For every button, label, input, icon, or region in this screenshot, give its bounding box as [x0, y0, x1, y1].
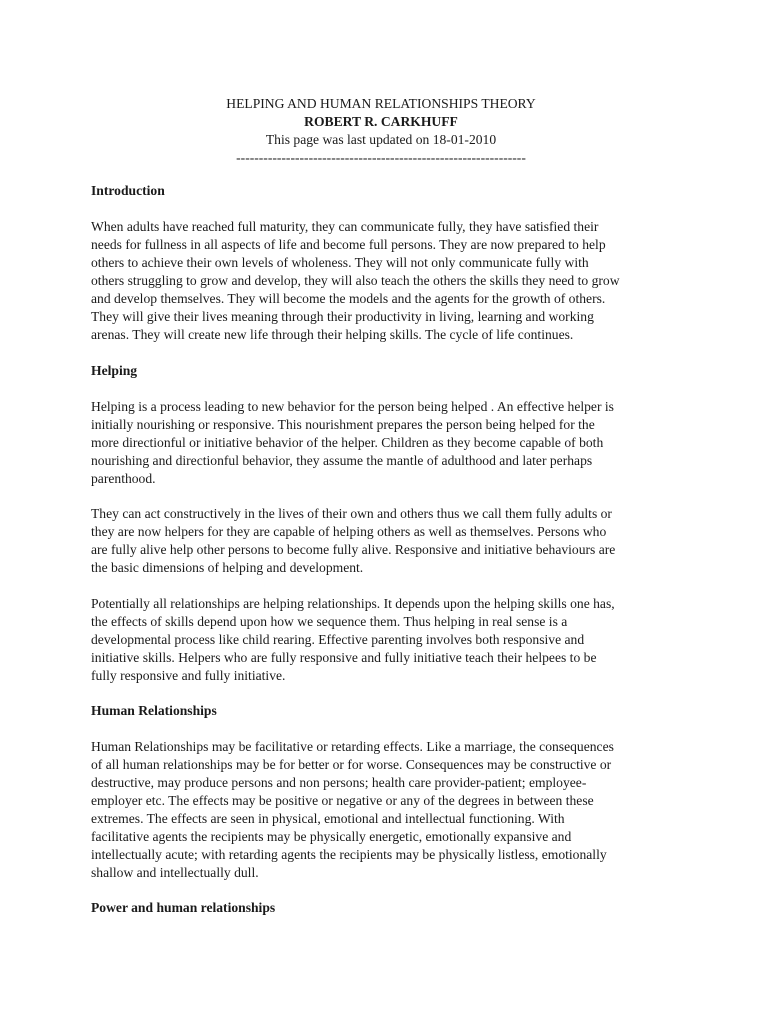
paragraph-line: Human Relationships may be facilitative or retarding effects. Like a marriage, the consequences [91, 739, 614, 754]
paragraph-line: Helping is a process leading to new behavior for the person being helped . An effective helper is [91, 399, 614, 414]
paragraph-human-relationships-1 [91, 738, 691, 882]
paragraph-line: they are now helpers for they are capable of helping others as well as themselves. Persons who [91, 524, 607, 539]
heading-power-and-human-relationships: Power and human relationships [91, 900, 276, 915]
paragraph-line: extremes. The effects are seen in physical, emotional and intellectual functioning. With [91, 811, 565, 826]
paragraph-line: arenas. They will create new life through their helping skills. The cycle of life continues. [91, 327, 574, 342]
heading-human-relationships: Human Relationships [91, 703, 217, 718]
paragraph-line: Potentially all relationships are helping relationships. It depends upon the helping skills one has, [91, 596, 615, 611]
paragraph-helping-2 [91, 505, 691, 577]
paragraph-helping-3 [91, 595, 691, 685]
paragraph-line: intellectually acute; with retarding agents the recipients may be physically listless, emotionally [91, 847, 607, 862]
last-updated-text: This page was last updated on 18-01-2010 [265, 132, 497, 147]
paragraph-line: parenthood. [91, 471, 156, 486]
paragraph-line: developmental process like child rearing. Effective parenting involves both responsive and [91, 632, 585, 647]
paragraph-line: destructive, may produce persons and non persons; health care provider-patient; employee- [91, 775, 587, 790]
paragraph-line: initiative skills. Helpers who are fully responsive and fully initiative teach their helpees to be [91, 650, 597, 665]
document-header [91, 95, 671, 167]
paragraph-line: others to achieve their own levels of wholeness. They will not only communicate fully with [91, 255, 589, 270]
paragraph-helping-1 [91, 398, 691, 488]
paragraph-line: initially nourishing or responsive. This nourishment prepares the person being helped for the [91, 417, 595, 432]
document-title: HELPING AND HUMAN RELATIONSHIPS THEORY [226, 96, 536, 111]
paragraph-line: They will give their lives meaning through their productivity in living, learning and working [91, 309, 594, 324]
paragraph-line: nourishing and directionful behavior, they assume the mantle of adulthood and later perhaps [91, 453, 593, 468]
paragraph-line: They can act constructively in the lives of their own and others thus we call them fully adults or [91, 506, 612, 521]
document-author: ROBERT R. CARKHUFF [304, 114, 458, 129]
paragraph-line: fully responsive and fully initiative. [91, 668, 286, 683]
separator-rule: ---------------------------------------------------------------- [236, 150, 526, 165]
paragraph-line: and develop themselves. They will become the models and the agents for the growth of others. [91, 291, 606, 306]
paragraph-line: When adults have reached full maturity, they can communicate fully, they have satisfied their [91, 219, 599, 234]
paragraph-line: the basic dimensions of helping and development. [91, 560, 364, 575]
heading-helping: Helping [91, 363, 138, 378]
paragraph-line: shallow and intellectually dull. [91, 865, 259, 880]
paragraph-line: facilitative agents the recipients may be physically energetic, emotionally expansive and [91, 829, 572, 844]
paragraph-line: the effects of skills depend upon how we sequence them. Thus helping in real sense is a [91, 614, 568, 629]
paragraph-line: of all human relationships may be for better or for worse. Consequences may be constructive or [91, 757, 612, 772]
paragraph-introduction-1 [91, 218, 691, 344]
paragraph-line: employer etc. The effects may be positive or negative or any of the degrees in between these [91, 793, 594, 808]
heading-introduction: Introduction [91, 183, 165, 198]
paragraph-line: are fully alive help other persons to become fully alive. Responsive and initiative behaviours are [91, 542, 616, 557]
paragraph-line: others struggling to grow and develop, they will also teach the others the skills they need to grow [91, 273, 620, 288]
paragraph-line: more directionful or initiative behavior of the helper. Children as they become capable of both [91, 435, 604, 450]
paragraph-line: needs for fullness in all aspects of life and become full persons. They are now prepared to help [91, 237, 606, 252]
